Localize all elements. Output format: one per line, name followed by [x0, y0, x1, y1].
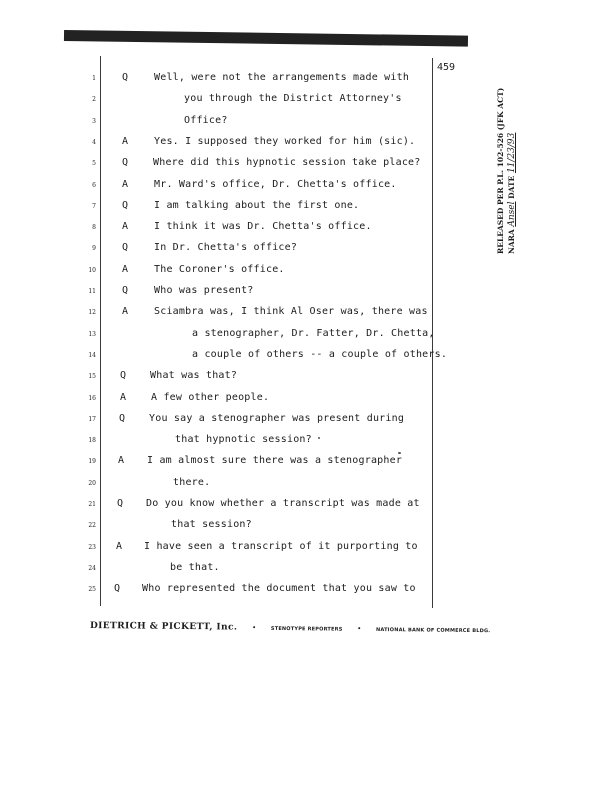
- transcript-line: [0, 115, 470, 129]
- transcript-line: [0, 306, 470, 320]
- line-text: Who represented the document that you saw to: [142, 583, 416, 595]
- speaker-label: Q: [122, 72, 129, 83]
- transcript-line: [0, 392, 470, 406]
- line-text: there.: [173, 476, 211, 488]
- date-label: DATE: [507, 175, 516, 199]
- line-text: Mr. Ward's office, Dr. Chetta's office.: [154, 178, 397, 190]
- line-number: 12: [88, 309, 96, 317]
- line-text: What was that?: [150, 370, 238, 382]
- line-number: 6: [92, 181, 96, 189]
- line-text: that hypnotic session?: [175, 434, 312, 446]
- speaker-label: Q: [117, 498, 124, 509]
- line-number: 7: [92, 202, 96, 210]
- line-number: 13: [88, 330, 96, 338]
- transcript-line: [0, 200, 470, 214]
- speaker-label: Q: [122, 157, 129, 169]
- line-number: 19: [88, 458, 96, 466]
- transcript-line: [0, 264, 470, 278]
- footer-separator: •: [252, 623, 257, 632]
- line-text: that session?: [171, 519, 252, 531]
- line-text: Sciambra was, I think Al Oser was, there was: [154, 306, 428, 318]
- firm-service: STENOTYPE REPORTERS: [270, 625, 343, 633]
- line-number: 8: [92, 224, 96, 232]
- speaker-label: Q: [122, 285, 129, 296]
- transcript-line: [0, 498, 470, 512]
- line-number: 17: [88, 415, 96, 423]
- line-text: I have seen a transcript of it purporting to: [144, 540, 418, 552]
- line-text: Office?: [184, 114, 228, 126]
- nara-initials-signature: Ansel: [507, 201, 517, 227]
- firm-address: NATIONAL BANK OF COMMERCE BLDG.: [375, 626, 491, 635]
- line-number: 5: [92, 160, 96, 168]
- transcript-line: [0, 179, 470, 193]
- transcript-line: [0, 328, 470, 342]
- line-number: 10: [88, 266, 96, 274]
- line-text: I am talking about the first one.: [154, 199, 360, 211]
- line-text: The Coroner's office.: [154, 263, 285, 275]
- transcript-line: [0, 562, 470, 576]
- line-text: Well, were not the arrangements made with: [154, 72, 410, 83]
- speaker-label: A: [120, 391, 127, 403]
- transcript-line: [0, 72, 470, 86]
- line-number: 21: [88, 501, 96, 508]
- page-number: 459: [437, 62, 456, 73]
- line-text: Yes. I supposed they worked for him (sic).: [154, 135, 416, 147]
- line-number: 22: [88, 522, 96, 530]
- transcript-line: [0, 434, 470, 448]
- line-number: 25: [88, 586, 96, 594]
- speaker-label: A: [122, 135, 129, 147]
- line-number: 9: [92, 245, 96, 253]
- speaker-label: Q: [122, 242, 129, 254]
- transcript-line: [0, 157, 470, 171]
- speaker-label: Q: [122, 199, 129, 211]
- transcript-line: [0, 583, 470, 597]
- line-text: you through the District Attorney's: [184, 93, 402, 105]
- speaker-label: A: [122, 178, 129, 190]
- release-stamp: [496, 78, 516, 254]
- line-text: I think it was Dr. Chetta's office.: [154, 221, 372, 233]
- line-number: 4: [92, 138, 96, 146]
- line-text: A few other people.: [151, 391, 270, 403]
- line-number: 2: [92, 96, 96, 104]
- line-number: 14: [88, 351, 96, 359]
- scan-speck: [318, 437, 320, 439]
- line-text: I am almost sure there was a stenographer: [147, 455, 403, 467]
- line-number: 23: [88, 543, 96, 551]
- transcript-line: [0, 93, 470, 107]
- line-number: 20: [88, 479, 96, 487]
- transcript-line: [0, 541, 470, 555]
- transcript-line: [0, 519, 470, 533]
- transcript-line: [0, 136, 470, 150]
- line-text: Where did this hypnotic session take place?: [153, 157, 421, 169]
- transcript-line: [0, 370, 470, 384]
- transcript-line: [0, 455, 470, 469]
- release-stamp-line: RELEASED PER P.L. 102-526 (JFK ACT): [496, 87, 505, 254]
- transcript-line: [0, 221, 470, 235]
- line-number: 18: [88, 437, 96, 445]
- transcript-line: [0, 477, 470, 491]
- footer-separator: •: [357, 624, 362, 633]
- speaker-label: A: [118, 455, 125, 467]
- nara-label: NARA: [507, 229, 516, 254]
- line-number: 16: [88, 394, 96, 402]
- line-number: 1: [92, 75, 96, 82]
- transcript-line: [0, 285, 470, 299]
- transcript-line: [0, 242, 470, 256]
- release-stamp-nara-line: [507, 133, 517, 254]
- speaker-label: Q: [120, 370, 127, 382]
- transcript-line: [0, 349, 470, 363]
- scan-speck: [398, 452, 401, 454]
- line-text: Do you know whether a transcript was made at: [146, 498, 420, 509]
- firm-name: DIETRICH & PICKETT, Inc.: [89, 621, 238, 633]
- speaker-label: A: [122, 221, 129, 233]
- line-number: 3: [92, 117, 96, 125]
- speaker-label: Q: [119, 412, 126, 424]
- line-text: In Dr. Chetta's office?: [154, 242, 298, 254]
- line-number: 24: [88, 564, 96, 572]
- line-text: be that.: [170, 561, 220, 573]
- line-text: Who was present?: [154, 285, 254, 296]
- speaker-label: Q: [114, 583, 121, 595]
- speaker-label: A: [122, 306, 129, 318]
- line-number: 11: [88, 288, 96, 295]
- speaker-label: A: [116, 540, 123, 552]
- line-text: a couple of others -- a couple of others.: [192, 348, 448, 360]
- line-text: You say a stenographer was present during: [149, 412, 405, 424]
- line-number: 15: [88, 373, 96, 381]
- speaker-label: A: [122, 263, 129, 275]
- line-text: a stenographer, Dr. Fatter, Dr. Chetta,: [192, 327, 435, 339]
- release-date: 11/23/93: [507, 132, 517, 174]
- transcript-line: [0, 413, 470, 427]
